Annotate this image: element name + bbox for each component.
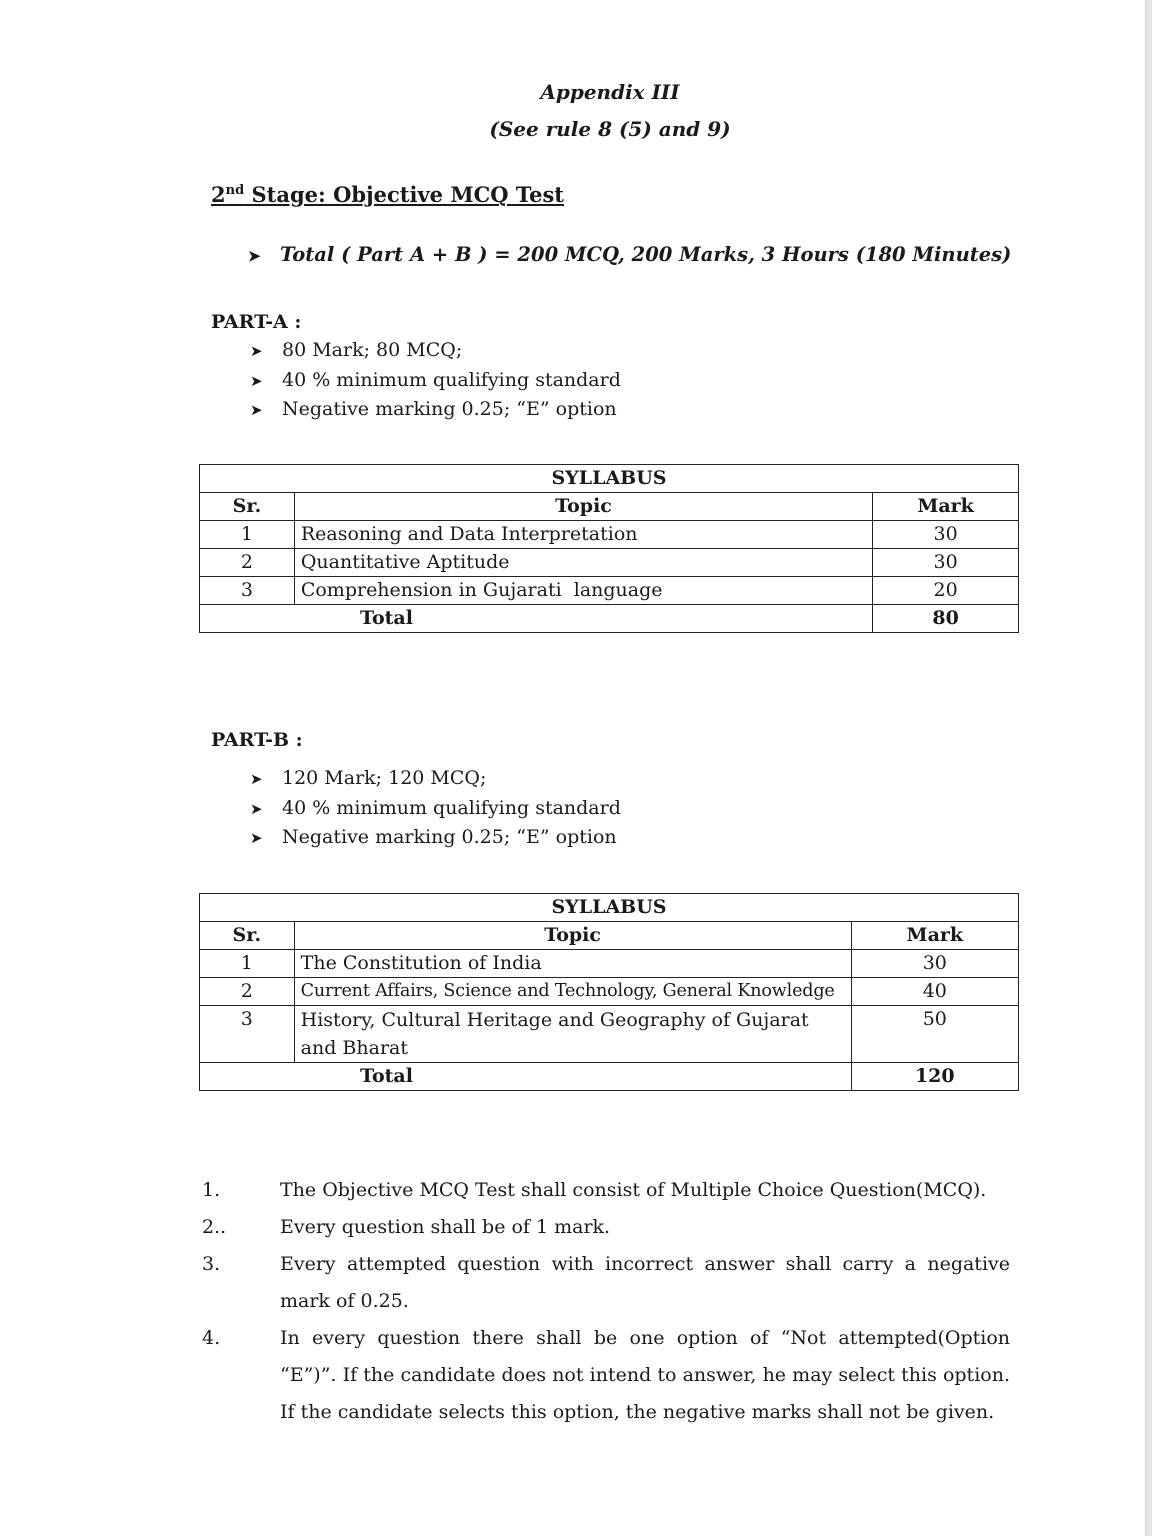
arrowhead-bullet-icon: ➤ [250, 829, 263, 847]
part-a-bullets [250, 336, 621, 425]
cell-sr: 3 [200, 1006, 295, 1063]
table-title: SYLLABUS [200, 465, 1019, 493]
cell-sr: 2 [200, 978, 295, 1006]
stage-ordinal-suffix: nd [225, 183, 245, 198]
part-b-syllabus-table [199, 893, 1019, 1091]
part-b-bullets [250, 764, 621, 853]
bullet-item [250, 823, 621, 853]
table-header-row [200, 922, 1019, 950]
cell-sr: 1 [200, 950, 295, 978]
rule-item [202, 1320, 1010, 1431]
arrowhead-bullet-icon: ➤ [250, 371, 263, 390]
bullet-text: Negative marking 0.25; “E” option [282, 826, 617, 848]
bullet-item [250, 794, 621, 824]
cell-mark: 30 [873, 521, 1019, 549]
bullet-text: 40 % minimum qualifying standard [282, 796, 621, 819]
col-header-sr: Sr. [200, 922, 295, 950]
cell-topic: History, Cultural Heritage and Geography of Gujarat and Bharat [294, 1006, 851, 1063]
stage-number: 2 [211, 182, 226, 207]
total-value: 120 [851, 1063, 1018, 1091]
table-title: SYLLABUS [200, 894, 1019, 922]
table-row [200, 521, 1019, 549]
rule-item [202, 1246, 1010, 1320]
table-row [200, 577, 1019, 605]
rule-number: 1. [202, 1179, 221, 1201]
appendix-title: Appendix III [540, 80, 680, 104]
col-header-mark: Mark [873, 493, 1019, 521]
rule-item [202, 1209, 1010, 1246]
rule-text: Every question shall be of 1 mark. [280, 1216, 611, 1238]
cell-topic: The Constitution of India [294, 950, 851, 978]
table-header-row [200, 493, 1019, 521]
part-a-syllabus-table [199, 464, 1019, 633]
table-total-row [200, 605, 1019, 633]
table-title-row [200, 894, 1019, 922]
cell-topic: Reasoning and Data Interpretation [294, 521, 872, 549]
table-row [200, 978, 1019, 1006]
total-label: Total [200, 1063, 852, 1091]
bullet-item [250, 764, 621, 794]
cell-sr: 3 [200, 577, 295, 605]
cell-mark: 20 [873, 577, 1019, 605]
total-label: Total [200, 605, 873, 633]
rule-number: 2.. [202, 1216, 227, 1238]
rule-number: 3. [202, 1253, 221, 1275]
cell-topic: Quantitative Aptitude [294, 549, 872, 577]
table-row [200, 549, 1019, 577]
rules-list [202, 1172, 1010, 1431]
bullet-text: 80 Mark; 80 MCQ; [282, 339, 463, 361]
table-title-row [200, 465, 1019, 493]
total-summary-text: Total ( Part A + B ) = 200 MCQ, 200 Marks, 3 Hours (180 Minutes) [280, 243, 1012, 266]
table-row [200, 950, 1019, 978]
stage-heading [211, 182, 564, 207]
bullet-text: Negative marking 0.25; “E” option [282, 398, 617, 420]
total-summary-item [248, 243, 1011, 266]
stage-label: Stage: Objective MCQ Test [244, 182, 565, 207]
bullet-text: 40 % minimum qualifying standard [282, 368, 621, 391]
bullet-item [250, 336, 621, 366]
part-a-heading: PART-A : [211, 311, 302, 333]
cell-mark: 30 [873, 549, 1019, 577]
arrowhead-bullet-icon: ➤ [250, 342, 263, 360]
table-row [200, 1006, 1019, 1063]
col-header-mark: Mark [851, 922, 1018, 950]
page-edge-scrollbar [1145, 0, 1152, 1536]
rule-item [202, 1172, 1010, 1209]
col-header-topic: Topic [294, 493, 872, 521]
cell-mark: 50 [851, 1006, 1018, 1063]
bullet-item [250, 395, 621, 425]
cell-sr: 2 [200, 549, 295, 577]
cell-mark: 40 [851, 978, 1018, 1006]
cell-topic: Current Affairs, Science and Technology, General Knowledge [294, 978, 851, 1006]
arrowhead-bullet-icon: ➤ [250, 770, 263, 788]
cell-mark: 30 [851, 950, 1018, 978]
rule-number: 4. [202, 1327, 221, 1349]
cell-topic: Comprehension in Gujarati language [294, 577, 872, 605]
part-b-heading: PART-B : [211, 729, 303, 751]
rule-reference: (See rule 8 (5) and 9) [489, 117, 731, 141]
col-header-topic: Topic [294, 922, 851, 950]
cell-sr: 1 [200, 521, 295, 549]
rule-text: Every attempted question with incorrect answer shall carry a negative mark of 0.25. [280, 1253, 1010, 1312]
arrowhead-bullet-icon: ➤ [248, 247, 261, 265]
rule-text: In every question there shall be one option of “Not attempted(Option “E”)”. If the candidate does not intend to answer, he may select this option. If the candidate selects this option, the negative marks shall not be given. [280, 1327, 1010, 1423]
arrowhead-bullet-icon: ➤ [250, 401, 263, 419]
total-value: 80 [873, 605, 1019, 633]
bullet-item [250, 366, 621, 396]
rule-text: The Objective MCQ Test shall consist of Multiple Choice Question(MCQ). [280, 1179, 987, 1201]
col-header-sr: Sr. [200, 493, 295, 521]
arrowhead-bullet-icon: ➤ [250, 799, 263, 818]
bullet-text: 120 Mark; 120 MCQ; [282, 767, 487, 789]
table-total-row [200, 1063, 1019, 1091]
